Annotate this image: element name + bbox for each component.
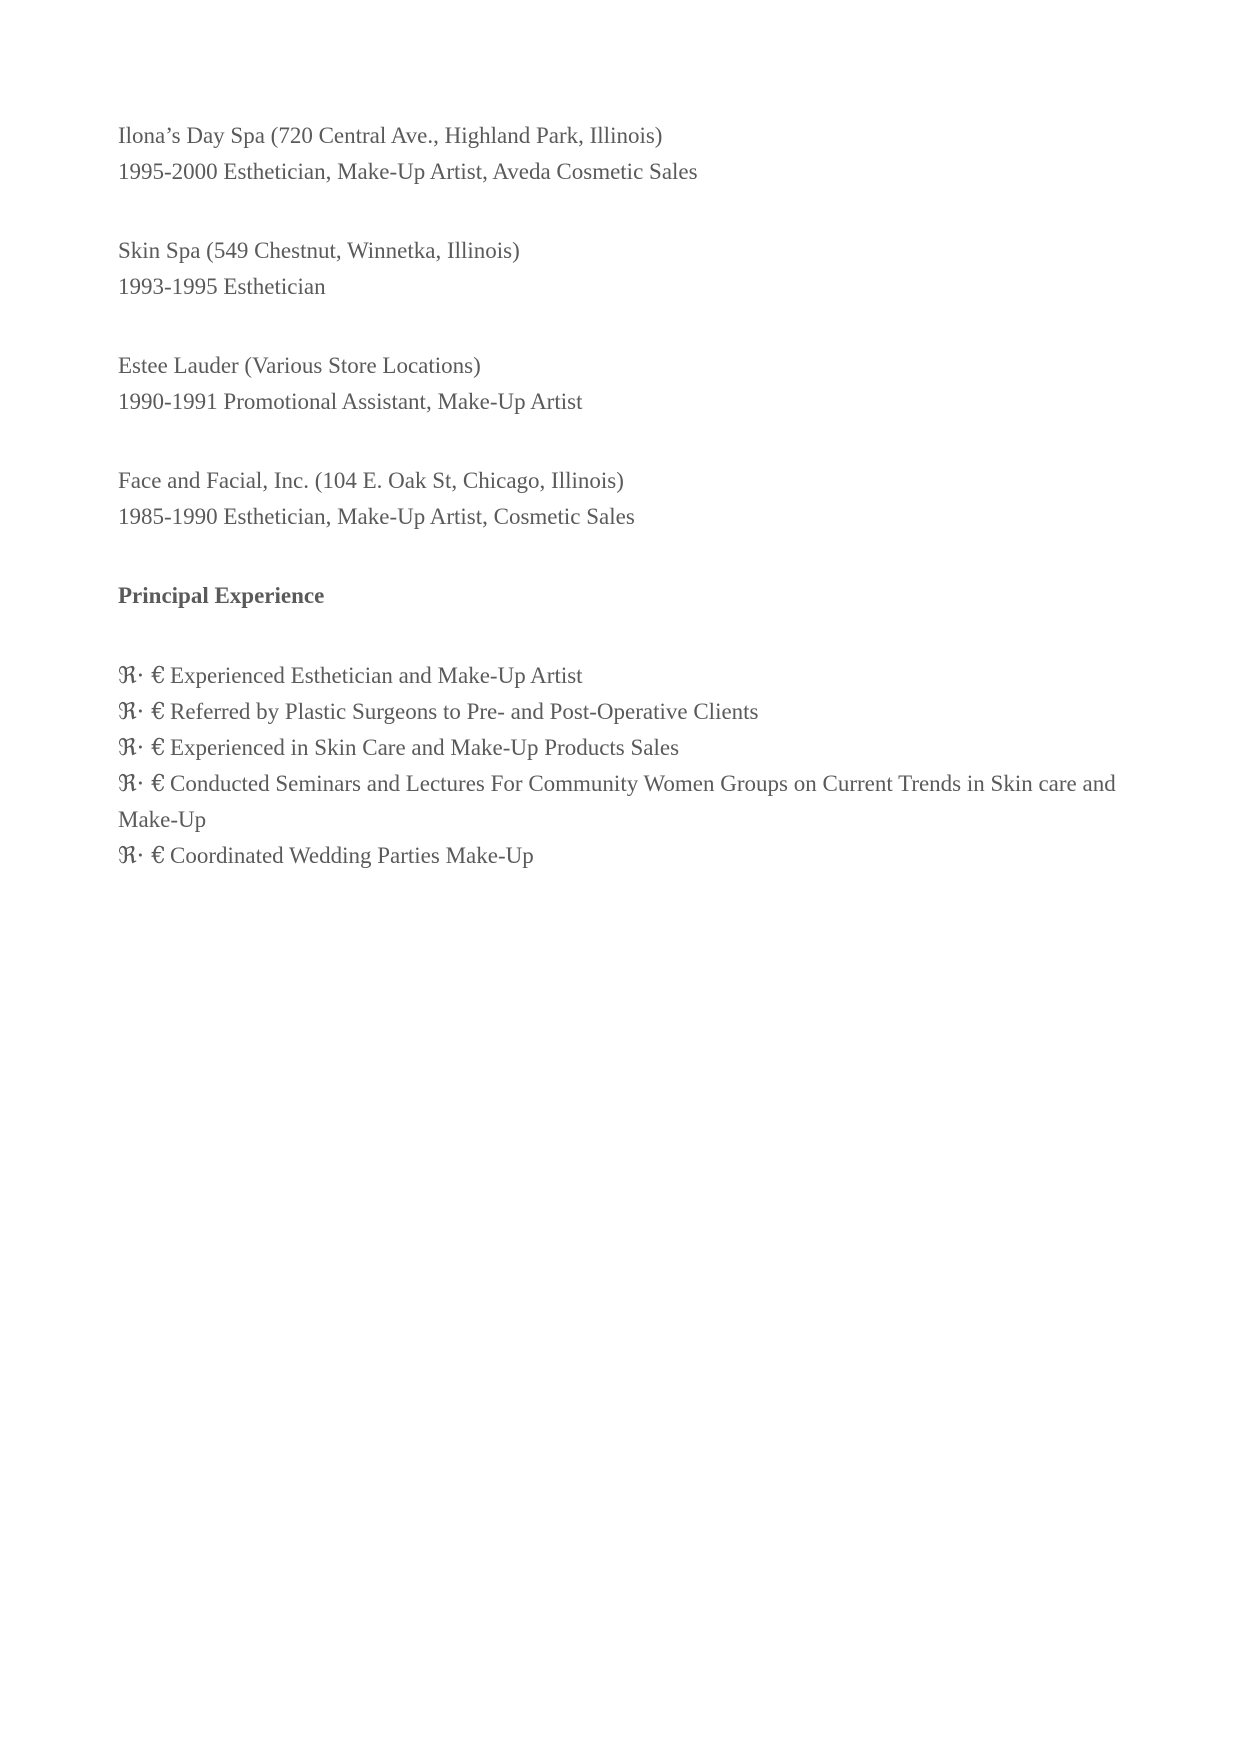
role-line: 1990-1991 Promotional Assistant, Make-Up Artist [118,389,583,414]
employer-line: Face and Facial, Inc. (104 E. Oak St, Chicago, Illinois) [118,468,624,493]
list-item-text: Experienced Esthetician and Make-Up Artist [169,663,583,688]
list-item-text: Conducted Seminars and Lectures For Community Women Groups on Current Trends in Skin care and Make-Up [118,771,1116,832]
list-item-text: Coordinated Wedding Parties Make-Up [169,843,534,868]
employment-entry [118,348,1128,420]
bullet-glyph: ℜ· € [118,699,166,725]
list-item [118,838,1128,874]
employment-entry [118,118,1128,190]
list-item [118,694,1128,730]
bullet-glyph: ℜ· € [118,663,166,689]
role-line: 1985-1990 Esthetician, Make-Up Artist, Cosmetic Sales [118,504,635,529]
employer-line: Ilona’s Day Spa (720 Central Ave., Highland Park, Illinois) [118,123,663,148]
list-item-text: Referred by Plastic Surgeons to Pre- and Post-Operative Clients [169,699,759,724]
role-line: 1995-2000 Esthetician, Make-Up Artist, Aveda Cosmetic Sales [118,159,698,184]
bullet-glyph: ℜ· € [118,771,166,797]
employment-entry [118,463,1128,535]
experience-list [118,658,1128,874]
bullet-glyph: ℜ· € [118,843,166,869]
role-line: 1993-1995 Esthetician [118,274,326,299]
section-heading: Principal Experience [118,583,325,608]
document-page [118,118,1128,874]
list-item-text: Experienced in Skin Care and Make-Up Products Sales [169,735,680,760]
employment-entry [118,233,1128,305]
list-item [118,658,1128,694]
list-item [118,766,1128,838]
employer-line: Estee Lauder (Various Store Locations) [118,353,481,378]
list-item [118,730,1128,766]
employer-line: Skin Spa (549 Chestnut, Winnetka, Illinois) [118,238,520,263]
bullet-glyph: ℜ· € [118,735,166,761]
